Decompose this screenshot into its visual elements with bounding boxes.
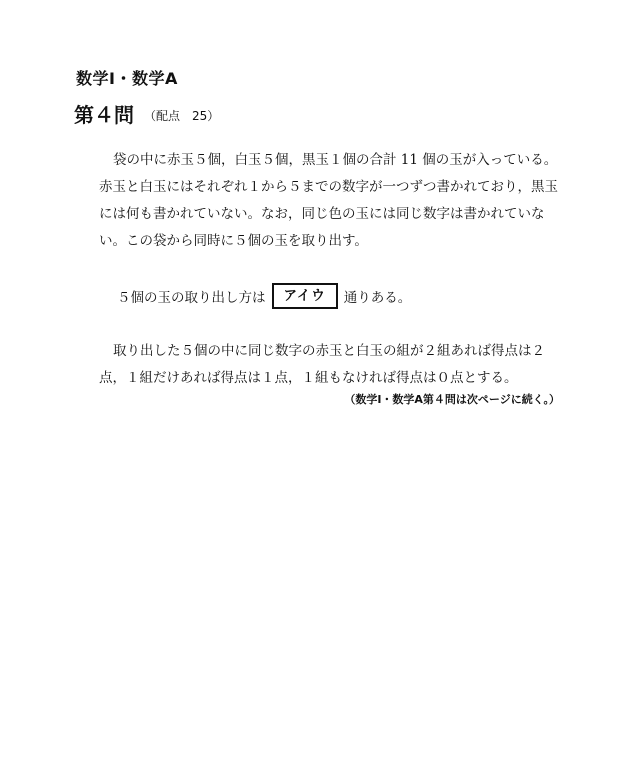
- problem-number: 第４問: [74, 103, 134, 127]
- points-note: （配点 25）: [144, 109, 220, 123]
- problem-heading: [74, 99, 219, 128]
- subject-header: 数学Ⅰ・数学A: [76, 69, 178, 88]
- intro-paragraph: 袋の中に赤玉５個，白玉５個，黒玉１個の合計 11 個の玉が入っている。赤玉と白玉にはそれぞれ１から５までの数字が一つずつ書かれており，黒玉には何も書かれていない。なお，同じ色の玉には同じ数字は書かれていない。この袋から同時に５個の玉を取り出す。: [99, 152, 558, 249]
- continuation-note: （数学Ⅰ・数学A第４問は次ページに続く。）: [344, 393, 560, 406]
- scoring-paragraph: 取り出した５個の中に同じ数字の赤玉と白玉の組が２組あれば得点は２点，１組だけあれば得点は１点，１組もなければ得点は０点とする。: [99, 343, 545, 386]
- question-suffix: 通りある。: [343, 290, 412, 306]
- question-line: [117, 283, 411, 309]
- answer-box: アイウ: [272, 283, 338, 309]
- question-prefix: ５個の玉の取り出し方は: [117, 290, 266, 306]
